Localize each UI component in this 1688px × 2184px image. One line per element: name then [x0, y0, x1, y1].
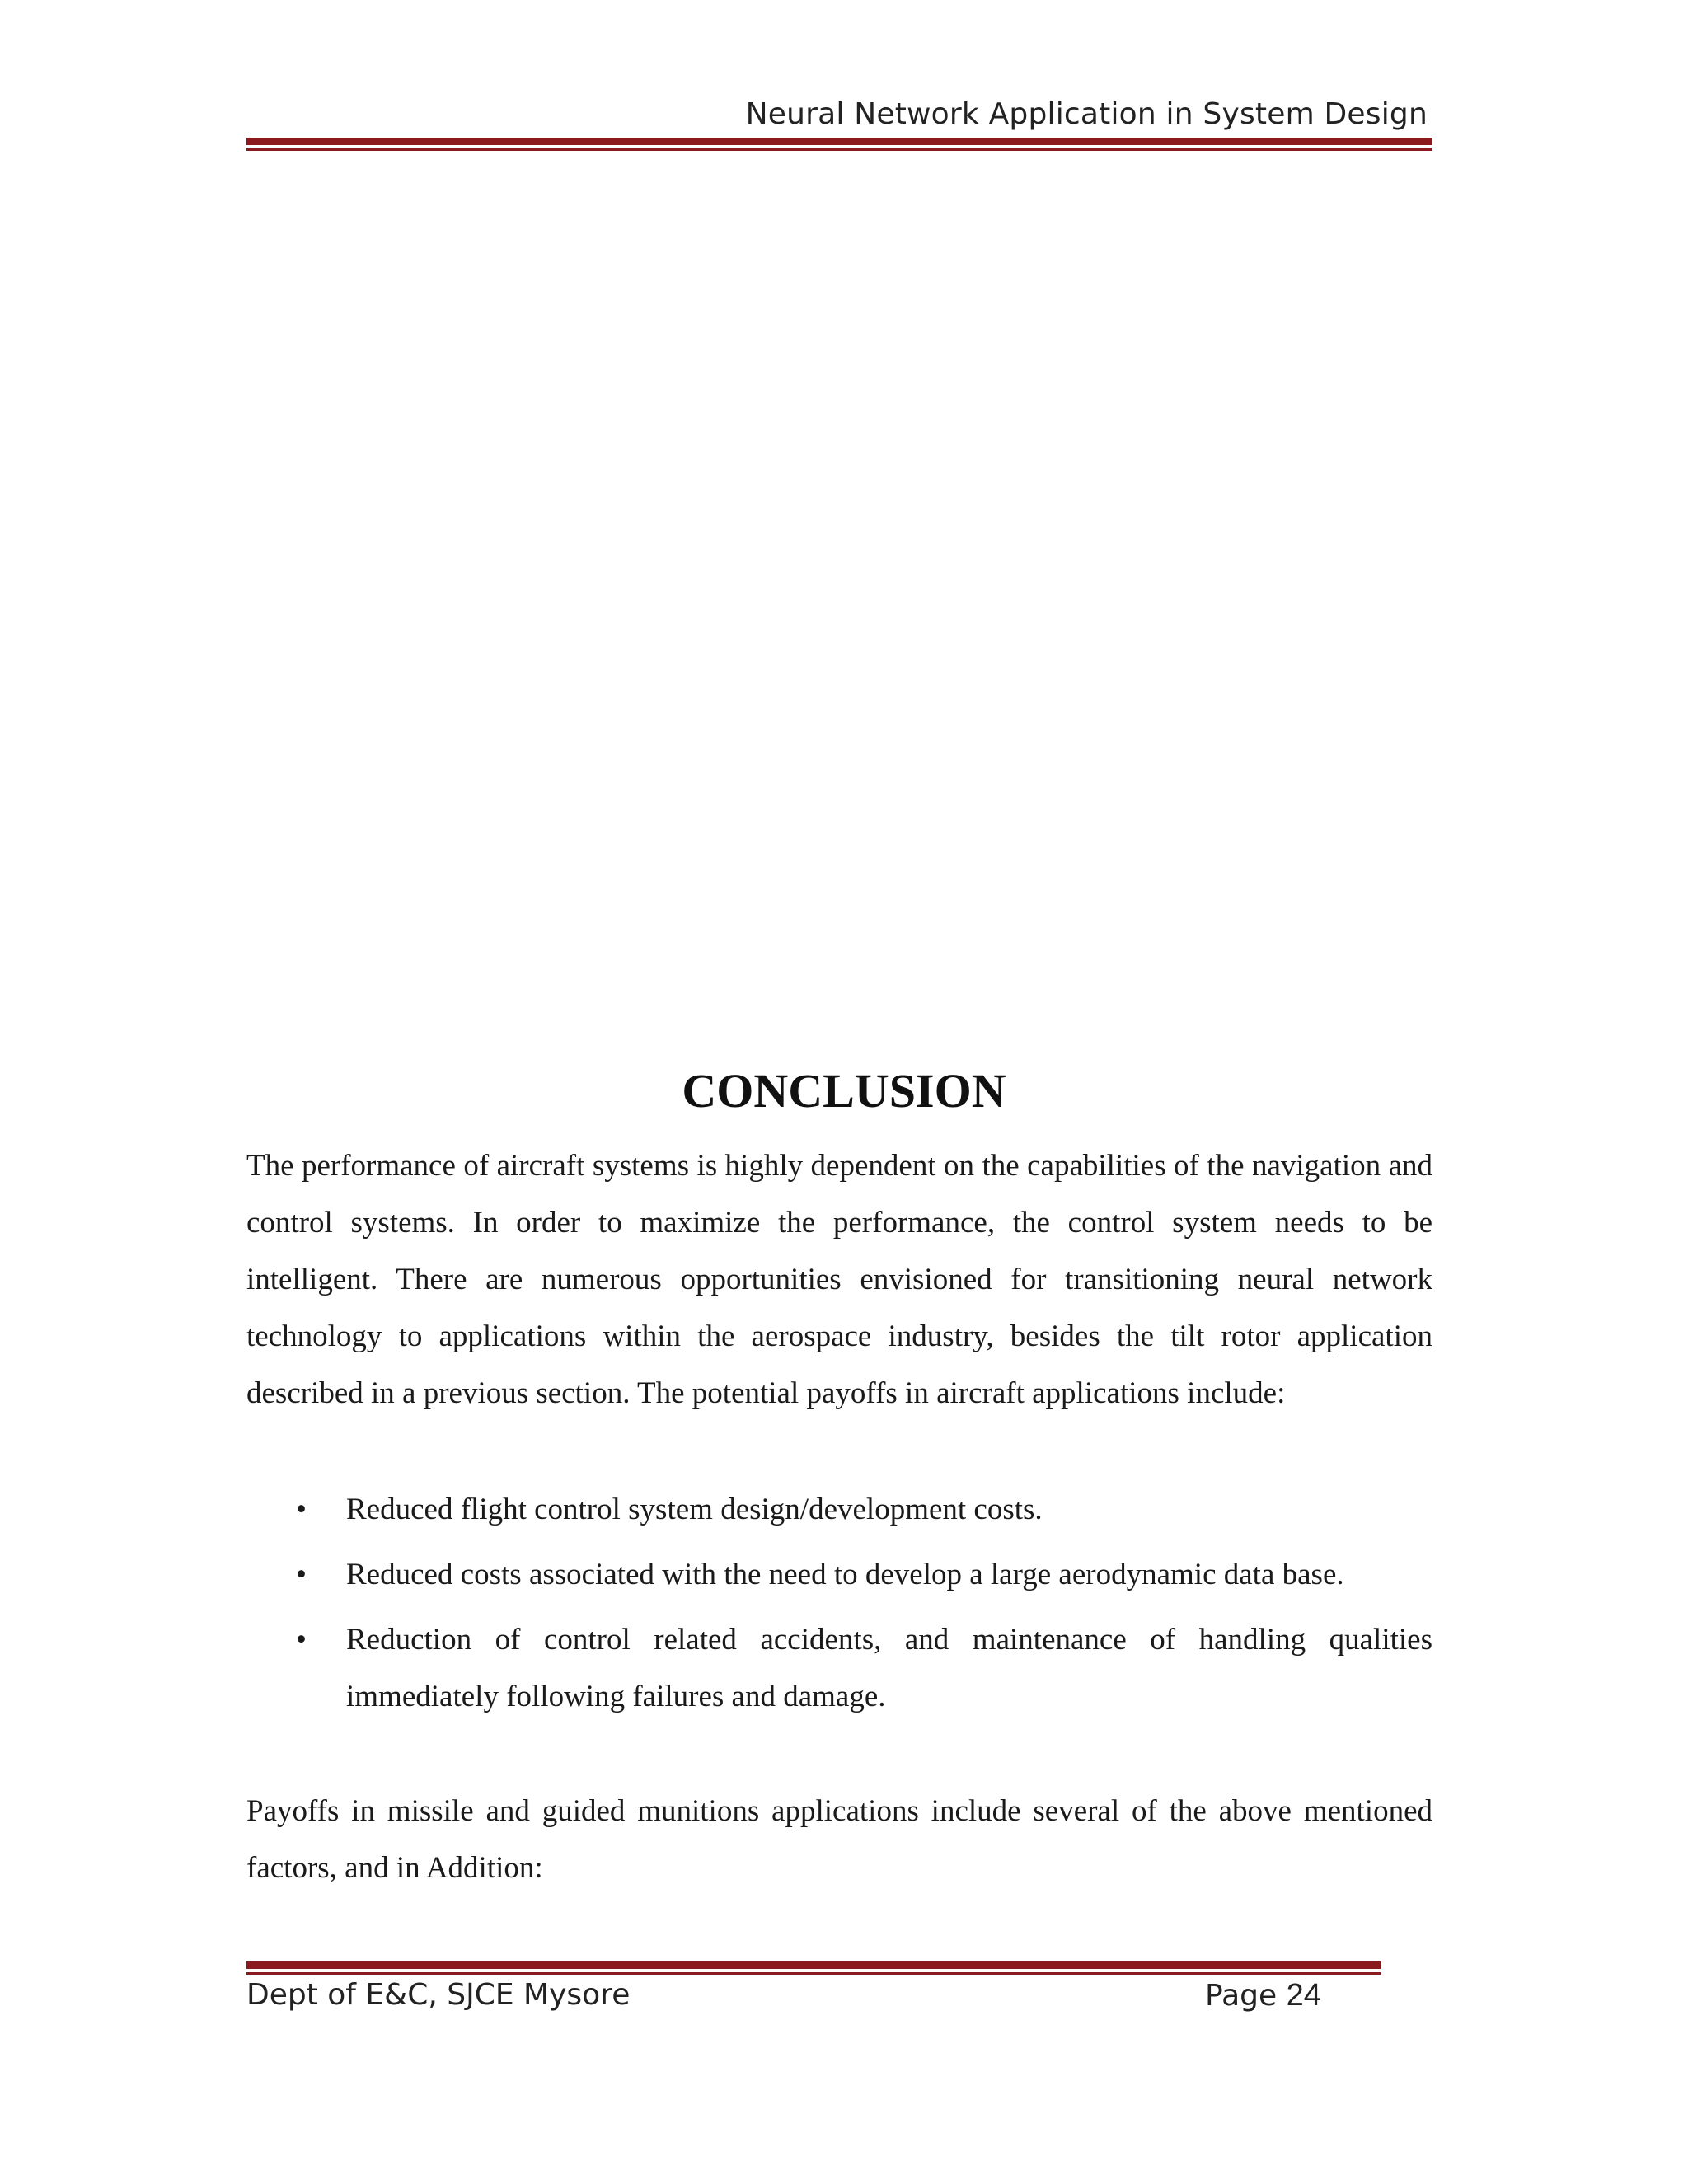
- list-item-text: Reduced costs associated with the need to develop a large aerodynamic data base.: [346, 1558, 1344, 1591]
- payoff-list: [246, 1481, 1432, 1733]
- footer-rule-thick: [246, 1961, 1381, 1969]
- header-rule-thin: [246, 148, 1432, 151]
- missile-paragraph: Payoffs in missile and guided munitions applications include several of the above mentioned factors, and in Addition:: [246, 1794, 1432, 1885]
- footer-rule-thin: [246, 1972, 1381, 1975]
- intro-paragraph: The performance of aircraft systems is highly dependent on the capabilities of the navigation and control systems. In order to maximize the performance, the control system needs to be intelligent. There are numerous opportunities envisioned for transitioning neural network technology to applications within the aerospace industry, besides the tilt rotor application described in a previous section. The potential payoffs in aircraft applications include:: [246, 1149, 1432, 1410]
- header-title: Neural Network Application in System Design: [745, 97, 1428, 131]
- section-heading: CONCLUSION: [682, 1064, 1006, 1118]
- list-item: [246, 1611, 1432, 1725]
- footer-page: [1205, 1978, 1321, 2013]
- page-number: 24: [1286, 1978, 1321, 2013]
- list-item-text: Reduced flight control system design/development costs.: [346, 1493, 1043, 1526]
- bullet-icon: •: [296, 1558, 307, 1591]
- header-rule-thick: [246, 138, 1432, 145]
- list-item-text: Reduction of control related accidents, and maintenance of handling qualities immediately following failures and damage.: [346, 1623, 1432, 1713]
- list-item: [246, 1546, 1432, 1603]
- list-item: [246, 1481, 1432, 1538]
- page-label: Page: [1205, 1979, 1278, 2013]
- footer-department: Dept of E&C, SJCE Mysore: [246, 1978, 631, 2012]
- bullet-icon: •: [296, 1493, 307, 1526]
- bullet-icon: •: [296, 1623, 307, 1657]
